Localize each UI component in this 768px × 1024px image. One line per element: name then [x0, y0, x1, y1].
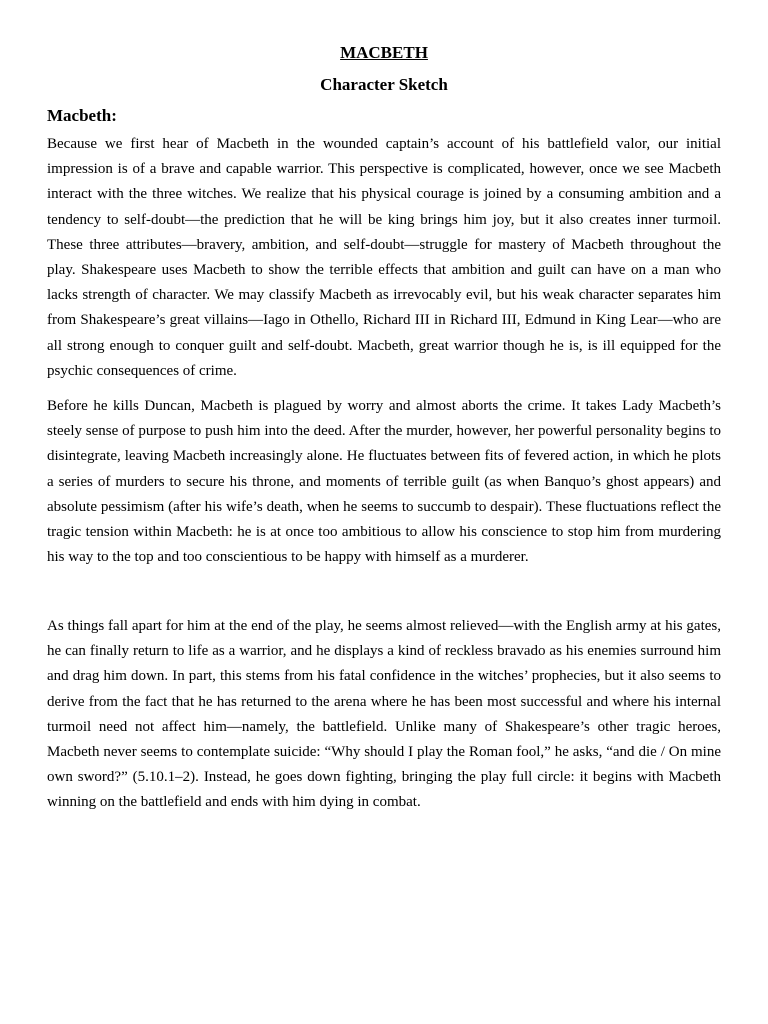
document-title: MACBETH: [340, 43, 428, 62]
section-heading: Macbeth:: [47, 106, 117, 125]
paragraph-1: Because we first hear of Macbeth in the wounded captain’s account of his battlefield valor, our initial impression is of a brave and capable warrior. This perspective is complicated, however, once we see Macbeth interact with the three witches. We realize that his physical courage is joined by a consuming ambition and a tendency to self-doubt—the prediction that he will be king brings him joy, but it also creates inner turmoil. These three attributes—bravery, ambition, and self-doubt—struggle for mastery of Macbeth throughout the play. Shakespeare uses Macbeth to show the terrible effects that ambition and guilt can have on a man who lacks strength of character. We may classify Macbeth as irrevocably evil, but his weak character separates him from Shakespeare’s great villains—Iago in Othello, Richard III in Richard III, Edmund in King Lear—who are all strong enough to conquer guilt and self-doubt. Macbeth, great warrior though he is, is ill equipped for the psychic consequences of crime.: [47, 136, 721, 379]
paragraph-2: Before he kills Duncan, Macbeth is plagued by worry and almost aborts the crime. It takes Lady Macbeth’s steely sense of purpose to push him into the deed. After the murder, however, her powerful personality begins to disintegrate, leaving Macbeth increasingly alone. He fluctuates between fits of fevered action, in which he plots a series of murders to secure his throne, and moments of terrible guilt (as when Banquo’s ghost appears) and absolute pessimism (after his wife’s death, when he seems to succumb to despair). These fluctuations reflect the tragic tension within Macbeth: he is at once too ambitious to allow his conscience to stop him from murdering his way to the top and too conscientious to be happy with himself as a murderer.: [47, 398, 721, 566]
document-subtitle: Character Sketch: [320, 75, 448, 94]
paragraph-3: As things fall apart for him at the end of the play, he seems almost relieved—with the English army at his gates, he can finally return to life as a warrior, and he displays a kind of reckless bravado as his enemies surround him and drag him down. In part, this stems from his fatal confidence in the witches’ prophecies, but it also seems to derive from the fact that he has returned to the arena where he has been most successful and where his internal turmoil need not affect him—namely, the battlefield. Unlike many of Shakespeare’s other tragic heroes, Macbeth never seems to contemplate suicide: “Why should I play the Roman fool,” he asks, “and die / On mine own sword?” (5.10.1–2). Instead, he goes down fighting, bringing the play full circle: it begins with Macbeth winning on the battlefield and ends with him dying in combat.: [47, 618, 721, 811]
